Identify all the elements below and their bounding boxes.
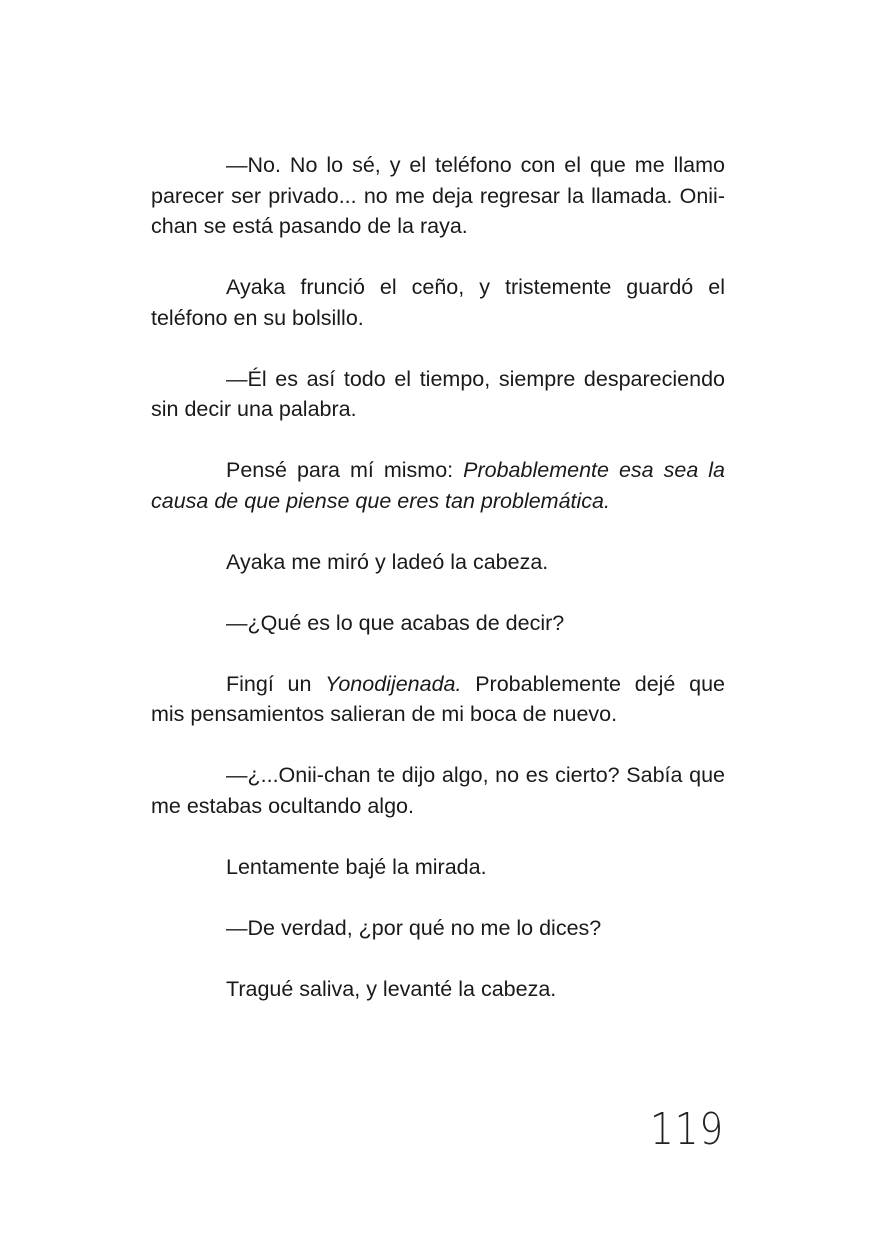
paragraph: —No. No lo sé, y el teléfono con el que me llamo parecer ser privado... no me deja regresar la llamada. Onii-chan se está pasando de la raya. [151, 153, 725, 238]
paragraph: Ayaka me miró y ladeó la cabeza. [226, 549, 549, 574]
paragraph: —¿...Onii-chan te dijo algo, no es cierto? Sabía que me estabas ocultando algo. [151, 763, 725, 818]
paragraph: —De verdad, ¿por qué no me lo dices? [226, 915, 602, 940]
italic-thought: Probablemente esa sea la causa de que piense que eres tan problemática. [151, 458, 726, 513]
paragraph-text: Fingí un [226, 671, 326, 696]
italic-phrase: Yonodijenada. [325, 671, 462, 696]
paragraph: —¿Qué es lo que acabas de decir? [226, 610, 565, 635]
paragraph-text: Probablemente dejé que mis pensamientos salieran de mi boca de nuevo. [151, 671, 725, 726]
page-number: 119 [650, 1104, 724, 1155]
paragraph: —Él es así todo el tiempo, siempre despareciendo sin decir una palabra. [151, 366, 725, 421]
paragraph: Tragué saliva, y levanté la cabeza. [226, 976, 557, 1001]
book-page-text [151, 150, 725, 1004]
paragraph: Lentamente bajé la mirada. [226, 854, 487, 879]
paragraph-text: Pensé para mí mismo: [226, 458, 464, 482]
paragraph: Ayaka frunció el ceño, y tristemente guardó el teléfono en su bolsillo. [151, 275, 725, 330]
paragraph [151, 669, 725, 730]
paragraph [151, 455, 725, 516]
